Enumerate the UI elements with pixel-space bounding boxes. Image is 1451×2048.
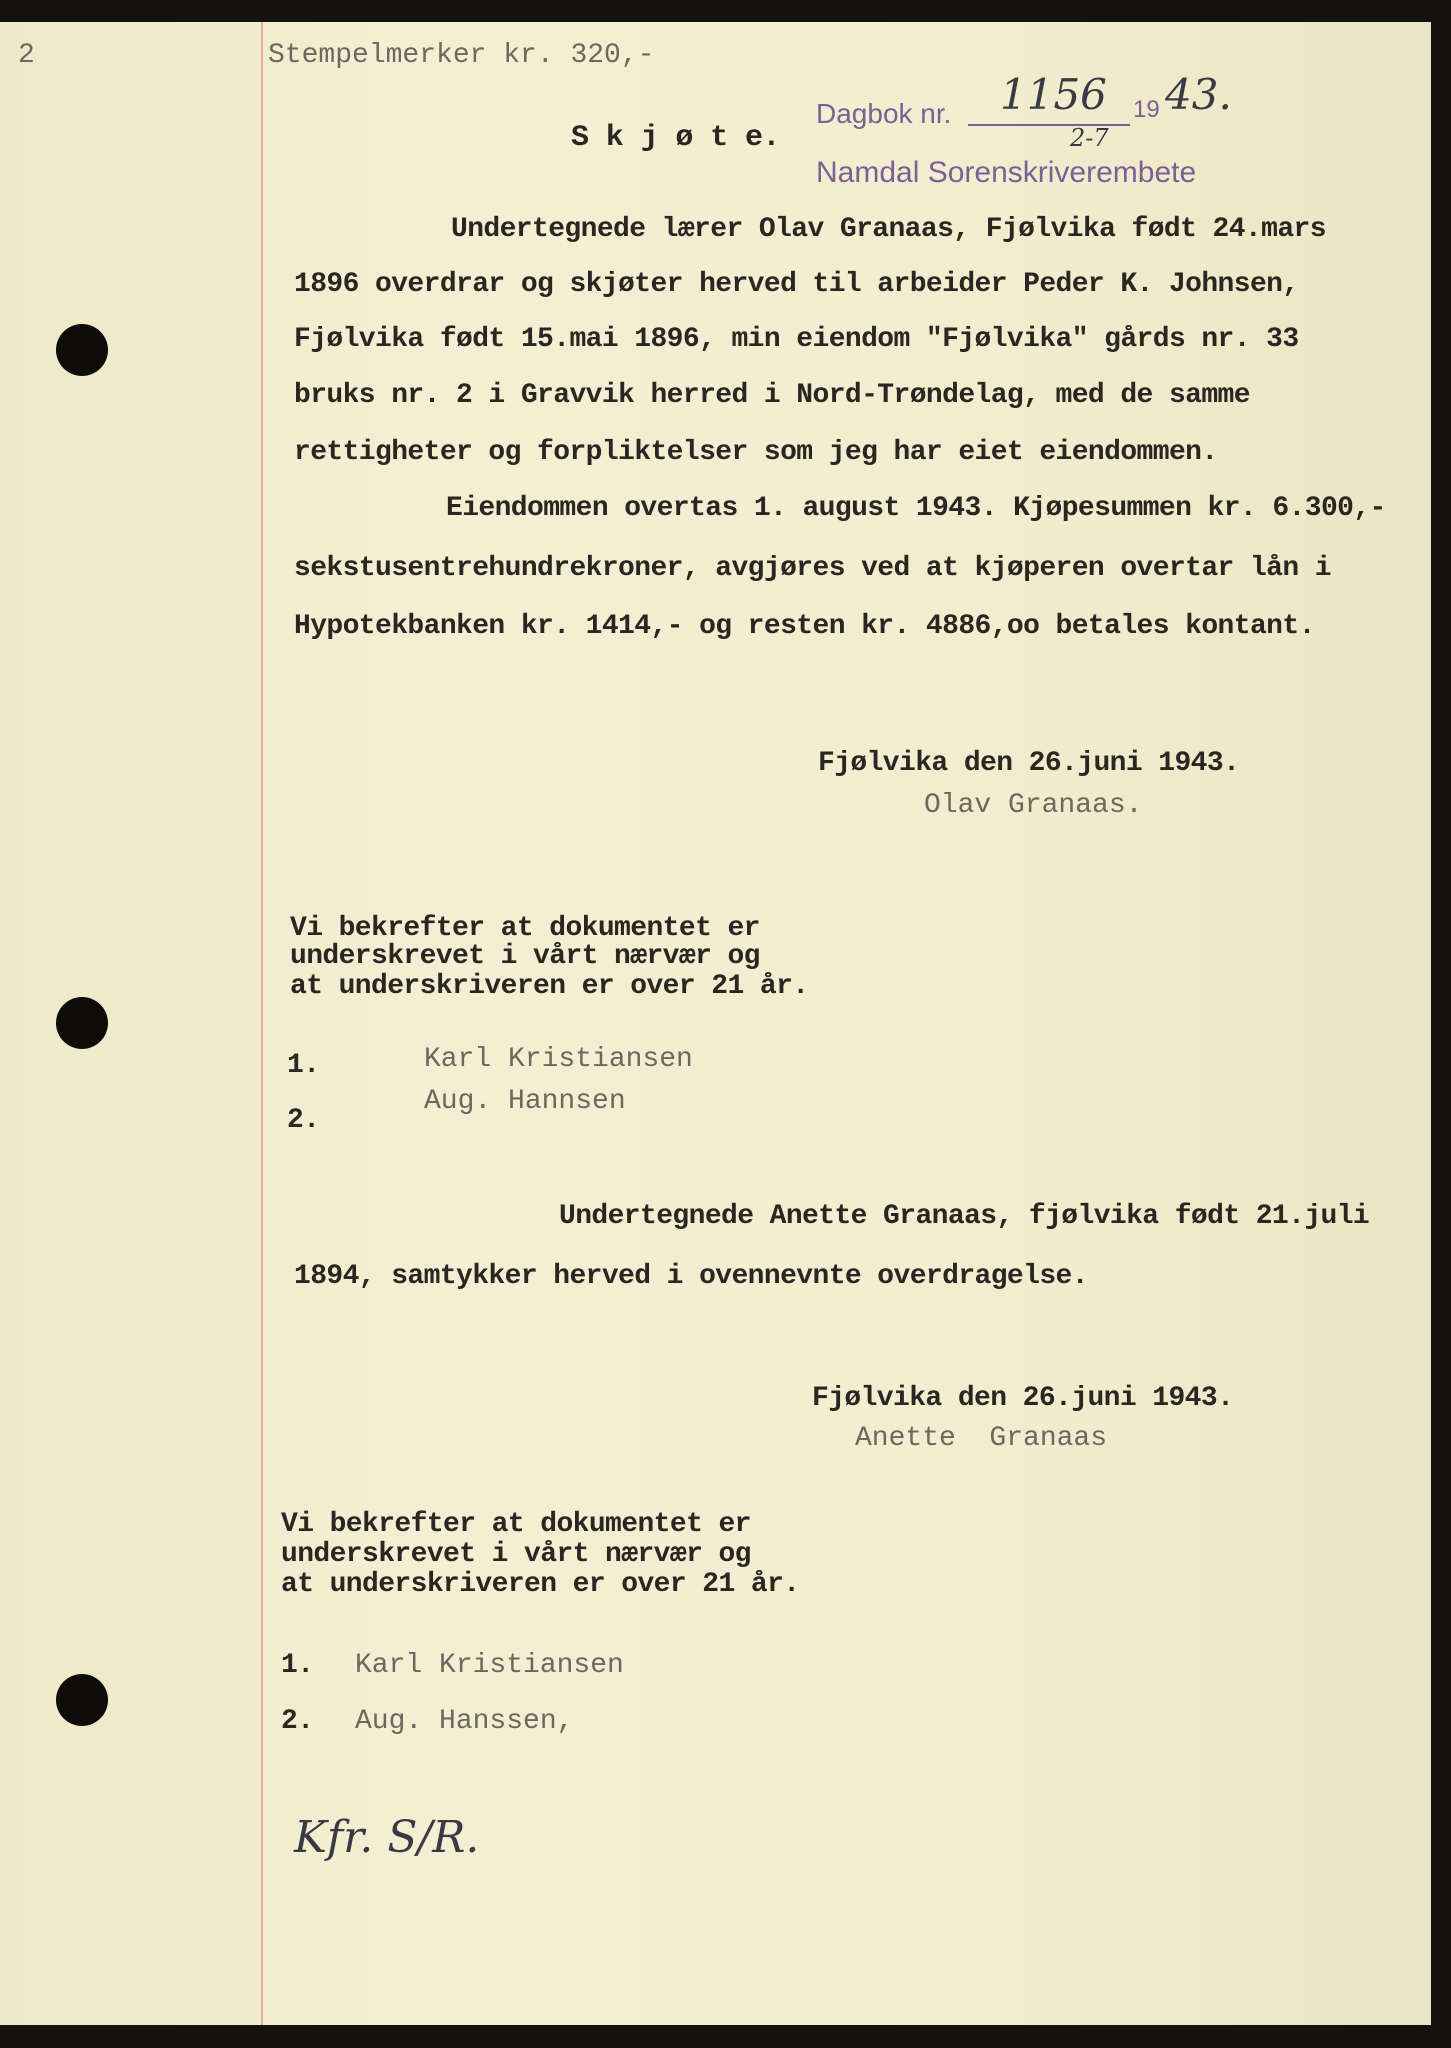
- witness-number: 2.: [281, 1706, 314, 1737]
- handwritten-note: Kfr. S/R.: [294, 1812, 480, 1863]
- text-line: Vi bekrefter at dokumentet er: [290, 913, 760, 944]
- text-line: Eiendommen overtas 1. august 1943. Kjøpesummen kr. 6.300,-: [446, 493, 1386, 524]
- text-line: Undertegnede lærer Olav Granaas, Fjølvika født 24.mars: [451, 214, 1326, 245]
- text-line: underskrevet i vårt nærvær og: [281, 1539, 751, 1570]
- punch-hole: [56, 997, 108, 1049]
- signature1-place-date: Fjølvika den 26.juni 1943.: [818, 748, 1240, 779]
- witness-name: Aug. Hanssen,: [355, 1706, 574, 1737]
- witness-number: 1.: [281, 1650, 314, 1681]
- stamp-date: 2-7: [1070, 124, 1109, 152]
- witness-number: 1.: [287, 1050, 320, 1081]
- stamp-label: Dagbok nr.: [816, 98, 952, 129]
- text-line: at underskriveren er over 21 år.: [281, 1569, 800, 1600]
- signature2-place-date: Fjølvika den 26.juni 1943.: [812, 1383, 1234, 1414]
- margin-line: [261, 22, 263, 2025]
- document-title: S k j ø t e.: [571, 121, 780, 155]
- stamp-year-suffix: 43.: [1165, 70, 1232, 119]
- punch-hole: [56, 1674, 108, 1726]
- text-line: Hypotekbanken kr. 1414,- og resten kr. 4886,oo betales kontant.: [294, 611, 1315, 642]
- punch-hole: [56, 324, 108, 376]
- stamp-year-prefix: 19: [1133, 96, 1160, 123]
- text-line: 1894, samtykker herved i ovennevnte overdragelse.: [294, 1261, 1088, 1292]
- text-line: Vi bekrefter at dokumentet er: [281, 1509, 751, 1540]
- text-line: bruks nr. 2 i Gravvik herred i Nord-Trøndelag, med de samme: [294, 380, 1250, 411]
- witness-name: Karl Kristiansen: [424, 1044, 693, 1075]
- witness-name: Karl Kristiansen: [355, 1650, 624, 1681]
- signature2-name: Anette Granaas: [855, 1423, 1108, 1454]
- stamp-duty: Stempelmerker kr. 320,-: [268, 40, 655, 71]
- text-line: Fjølvika født 15.mai 1896, min eiendom "Fjølvika" gårds nr. 33: [294, 324, 1299, 355]
- text-line: sekstusentrehundrekroner, avgjøres ved at kjøperen overtar lån i: [294, 553, 1331, 584]
- text-line: at underskriveren er over 21 år.: [290, 971, 809, 1002]
- text-line: Undertegnede Anette Granaas, fjølvika født 21.juli: [559, 1201, 1370, 1232]
- stamp-number: 1156: [1000, 70, 1107, 119]
- page-number: 2: [18, 40, 35, 71]
- stamp-office: Namdal Sorenskriverembete: [816, 156, 1197, 189]
- text-line: underskrevet i vårt nærvær og: [290, 941, 760, 972]
- text-line: rettigheter og forpliktelser som jeg har eiet eiendommen.: [294, 437, 1218, 468]
- text-line: 1896 overdrar og skjøter herved til arbeider Peder K. Johnsen,: [294, 269, 1299, 300]
- signature1-name: Olav Granaas.: [924, 790, 1143, 821]
- witness-number: 2.: [287, 1105, 320, 1136]
- witness-name: Aug. Hannsen: [424, 1086, 626, 1117]
